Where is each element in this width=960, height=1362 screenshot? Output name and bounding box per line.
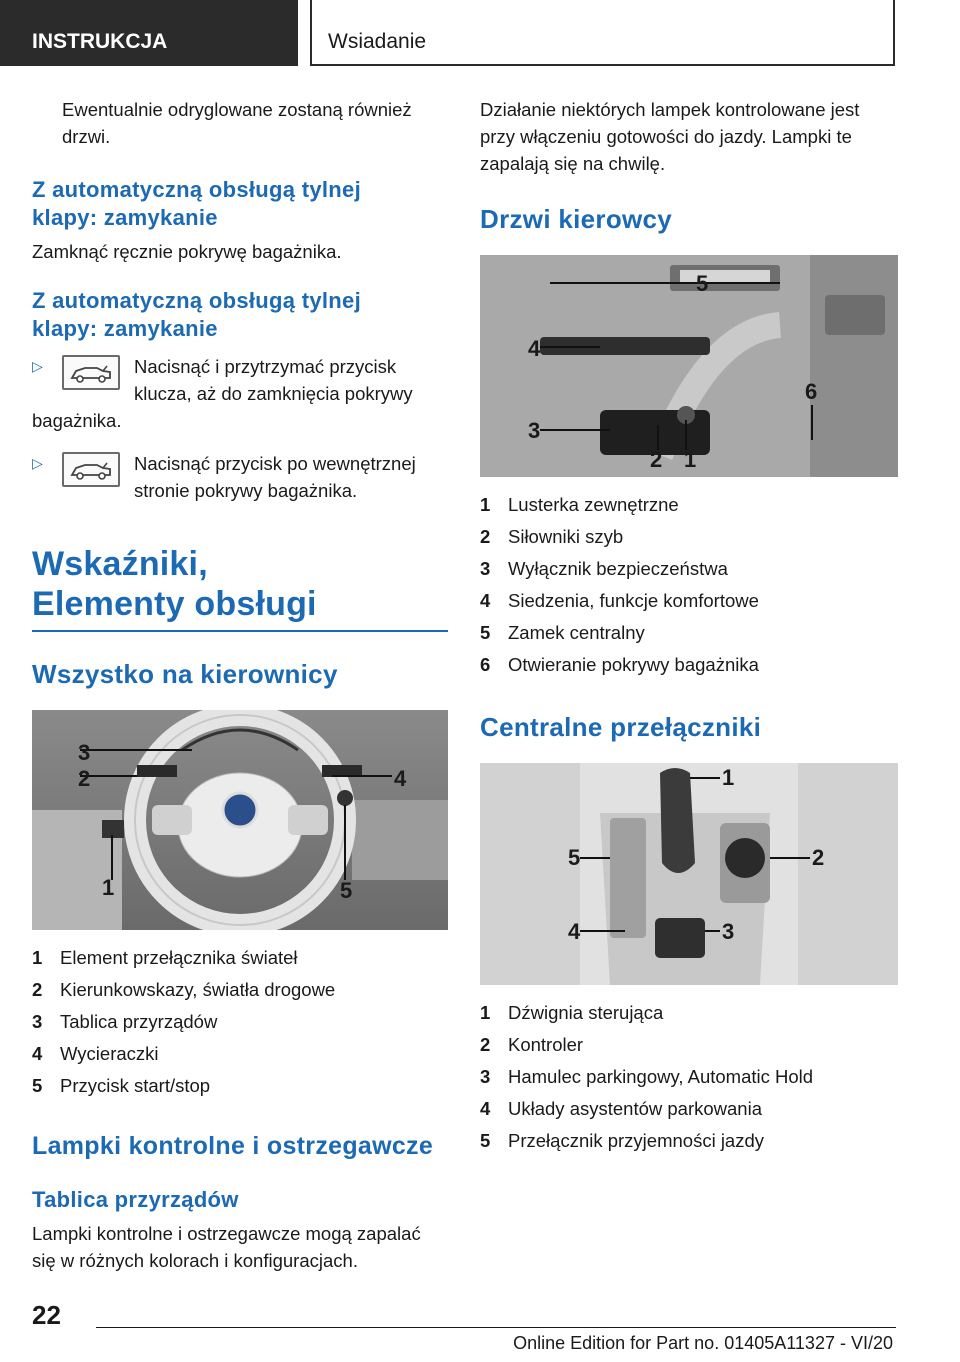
chapter-title-rule — [32, 630, 448, 632]
header-section-tab — [0, 0, 298, 66]
legend-label: Przycisk start/stop — [60, 1075, 211, 1096]
legend-row — [32, 1006, 448, 1038]
legend-row — [32, 974, 448, 1006]
legend-label: Wyłącznik bezpieczeństwa — [508, 558, 728, 579]
photo-label: 1 — [684, 447, 697, 472]
legend-num: 6 — [480, 654, 491, 675]
lamps-intro-paragraph: Działanie niektórych lampek kontrolowane jest przy włączeniu gotowości do jazdy. Lampki te zapalają się na chwilę. — [480, 99, 860, 174]
legend-num: 5 — [480, 1130, 491, 1151]
legend-label: Siedzenia, funkcje komfortowe — [508, 590, 759, 611]
photo-label: 4 — [568, 919, 581, 944]
legend-num: 4 — [480, 590, 491, 611]
legend-label: Hamulec parkingowy, Automatic Hold — [508, 1066, 814, 1087]
heading-center-console: Centralne przełączniki — [480, 712, 762, 742]
legend-label: Kontroler — [508, 1034, 584, 1055]
bullet-item — [32, 450, 448, 504]
driver-door-illustration — [480, 255, 898, 477]
steering-wheel-photo — [32, 710, 448, 930]
photo-label: 1 — [722, 765, 735, 790]
legend-num: 3 — [32, 1011, 43, 1032]
legend-row — [32, 1038, 448, 1070]
chapter-title: Wskaźniki, Elementy obsługi — [32, 545, 317, 623]
tailgate-button-icon — [62, 355, 120, 390]
console-legend — [480, 997, 898, 1157]
heading-driver-door: Drzwi kierowcy — [480, 204, 673, 234]
legend-num: 3 — [480, 1066, 491, 1087]
legend-label: Wycieraczki — [60, 1043, 159, 1064]
heading-tailgate-closing-b: Z automatyczną obsługą tylnej klapy: zamykanie — [32, 288, 361, 341]
legend-row — [480, 553, 898, 585]
footer-rule — [96, 1327, 896, 1328]
driver-door-photo — [480, 255, 898, 477]
legend-num: 5 — [480, 622, 491, 643]
door-legend — [480, 489, 898, 681]
legend-row — [480, 1093, 898, 1125]
left-column — [32, 96, 448, 1274]
photo-label: 5 — [696, 271, 709, 296]
legend-row — [480, 521, 898, 553]
photo-label: 4 — [528, 336, 541, 361]
tailgate-closing-a-text: Zamknąć ręcznie pokrywę bagażnika. — [32, 241, 342, 262]
intro-paragraph: Ewentualnie odryglowane zostaną również drzwi. — [62, 99, 412, 147]
legend-num: 3 — [480, 558, 491, 579]
legend-row — [32, 1070, 448, 1102]
heading-steering-wheel: Wszystko na kierownicy — [32, 659, 338, 689]
photo-label: 6 — [805, 379, 818, 404]
legend-num: 2 — [32, 979, 43, 1000]
photo-label: 2 — [78, 766, 91, 791]
legend-label: Otwieranie pokrywy bagażnika — [508, 654, 759, 675]
legend-num: 2 — [480, 1034, 491, 1055]
legend-label: Przełącznik przyjemności jazdy — [508, 1130, 765, 1151]
photo-label: 5 — [568, 845, 581, 870]
steering-legend — [32, 942, 448, 1102]
legend-label: Siłowniki szyb — [508, 526, 624, 547]
header-chapter-label: Wsiadanie — [328, 30, 427, 53]
footer-edition: Online Edition for Part no. 01405A11327 - VI/20 — [513, 1333, 893, 1353]
legend-row — [480, 489, 898, 521]
photo-label: 5 — [340, 878, 353, 903]
center-console-photo — [480, 763, 898, 985]
instrument-cluster-text: Lampki kontrolne i ostrzegawcze mogą zapalać się w różnych kolorach i konfiguracjach. — [32, 1223, 421, 1271]
legend-row — [32, 942, 448, 974]
legend-label: Tablica przyrządów — [60, 1011, 218, 1032]
photo-label: 1 — [102, 875, 115, 900]
legend-label: Zamek centralny — [508, 622, 645, 643]
header-chapter-tab — [310, 0, 895, 66]
legend-num: 5 — [32, 1075, 43, 1096]
legend-row — [480, 997, 898, 1029]
heading-tailgate-closing-a: Z automatyczną obsługą tylnej klapy: zamykanie — [32, 177, 361, 230]
legend-row — [480, 649, 898, 681]
photo-label: 3 — [722, 919, 735, 944]
bullet-text: Nacisnąć i przytrzymać przycisk klucza, aż do zamknięcia pokrywy bagażnika. — [32, 356, 413, 431]
bullet-triangle-icon: ▷ — [32, 455, 43, 471]
page-number: 22 — [32, 1300, 61, 1330]
photo-label: 2 — [812, 845, 825, 870]
heading-instrument-cluster: Tablica przyrządów — [32, 1187, 239, 1212]
steering-wheel-illustration — [32, 710, 448, 930]
bullet-text: Nacisnąć przycisk po wewnętrznej stronie pokrywy bagażnika. — [134, 453, 416, 501]
bullet-item — [32, 353, 448, 434]
legend-num: 4 — [32, 1043, 43, 1064]
photo-label: 4 — [394, 766, 407, 791]
legend-label: Element przełącznika świateł — [60, 947, 298, 968]
legend-num: 1 — [480, 1002, 491, 1023]
heading-warning-lamps: Lampki kontrolne i ostrzegawcze — [32, 1132, 434, 1160]
legend-num: 1 — [480, 494, 491, 515]
legend-label: Dźwignia sterująca — [508, 1002, 664, 1023]
legend-label: Układy asystentów parkowania — [508, 1098, 762, 1119]
photo-label: 2 — [650, 447, 663, 472]
photo-label: 3 — [78, 740, 91, 765]
legend-row — [480, 617, 898, 649]
legend-num: 4 — [480, 1098, 491, 1119]
legend-row — [480, 585, 898, 617]
header-section-label: INSTRUKCJA — [32, 30, 168, 53]
legend-label: Kierunkowskazy, światła drogowe — [60, 979, 336, 1000]
right-column — [480, 96, 898, 1157]
bullet-triangle-icon: ▷ — [32, 358, 43, 374]
center-console-illustration — [480, 763, 898, 985]
photo-label: 3 — [528, 418, 541, 443]
tailgate-button-icon — [62, 452, 120, 487]
legend-row — [480, 1125, 898, 1157]
legend-num: 1 — [32, 947, 43, 968]
legend-label: Lusterka zewnętrzne — [508, 494, 679, 515]
legend-row — [480, 1029, 898, 1061]
legend-row — [480, 1061, 898, 1093]
legend-num: 2 — [480, 526, 491, 547]
